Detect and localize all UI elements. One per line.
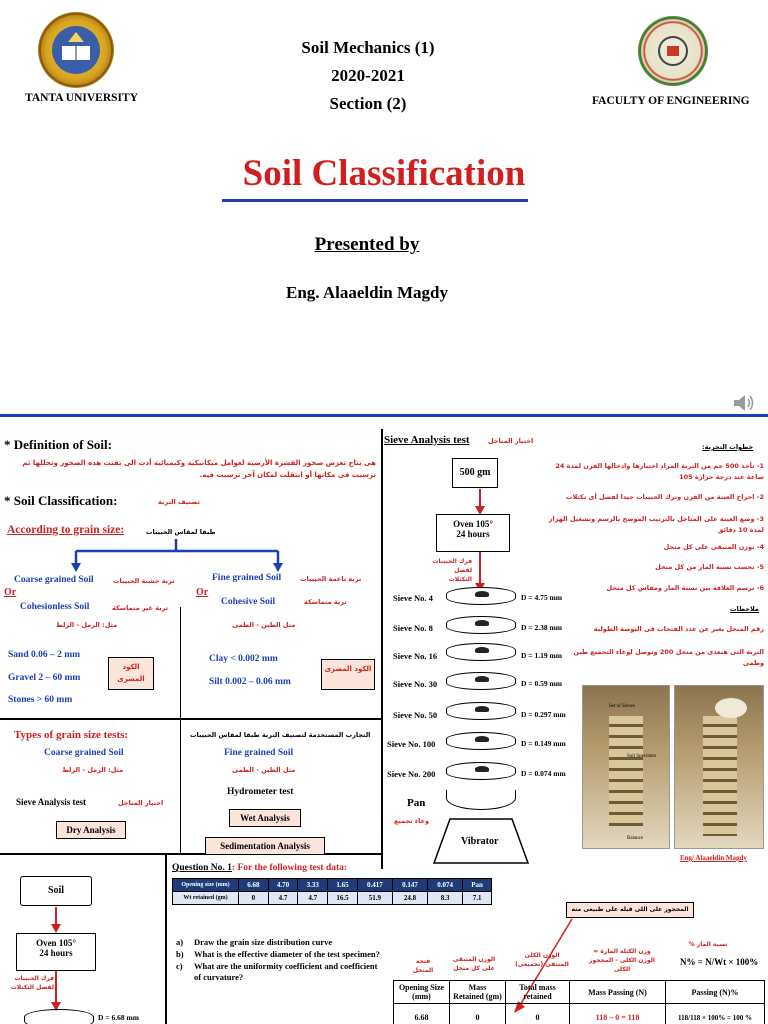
sieve-name-8: Sieve No. 8	[393, 623, 433, 633]
left-column-divider	[381, 429, 383, 869]
vibrator-label: Vibrator	[461, 836, 499, 847]
pan-arabic: وعاء تجميع	[394, 817, 430, 825]
faculty-of-engineering-logo	[638, 16, 708, 86]
sieve-stack-photo-2	[703, 716, 737, 836]
types-fine-soil: Fine grained Soil	[224, 748, 294, 758]
sedimentation-analysis-box: Sedimentation Analysis	[205, 837, 325, 855]
notes-title: ملاحظات	[730, 605, 759, 613]
classification-split-arrow	[70, 539, 290, 573]
oven-box: Oven 105° 24 hours	[436, 514, 510, 552]
col-ar-percent-passing: نسبة المار %	[688, 941, 728, 948]
sieve-diameter-30: D = 0.59 mm	[521, 679, 562, 688]
flow-arrow-1	[475, 489, 485, 515]
speaker-icon[interactable]	[731, 392, 757, 414]
sieve-name-50: Sieve No. 50	[393, 710, 438, 720]
soil-box: Soil	[20, 876, 92, 906]
sieve-diameter-200: D = 0.074 mm	[521, 769, 566, 778]
types-arabic: التجارب المستخدمة لتصنيف التربة طبقا لمقاس الحبيبات	[190, 731, 371, 739]
sieve-200	[446, 762, 516, 780]
tanta-university-logo	[38, 12, 114, 88]
question-item-c: c) What are the uniformity coefficient and coefficient of curvature?	[176, 961, 378, 982]
sieve-bottom-diameter: D = 6.68 mm	[98, 1013, 139, 1022]
hand-pouring	[715, 698, 747, 718]
weight-retained-row: Wt retained (gm) 0 4.7 4.7 16.5 51.9 24.8 8.3 7.1	[173, 892, 492, 905]
opening-size-row: Opening size (mm) 6.68 4.70 3.33 1.65 0.417 0.147 0.074 Pan	[173, 879, 492, 892]
col-ar-mass-passing: وزن الكتلة المارة = الوزن الكلى - المحجوز الكلى	[589, 948, 655, 973]
sieve-16	[446, 643, 516, 661]
cohesionless-soil: Cohesionless Soil	[20, 602, 90, 612]
photo-sieve-shaker	[674, 685, 764, 849]
definition-text: هى نتاج تعرض صخور القشرة الأرضية لعوامل ميكانيكية وكيميائية أدت الى تفتت هذه الصخور وتحللها ثم ترسبت فى مكانها أو انتقلت لمكان آخر ترسبت فيه.	[22, 459, 376, 479]
stones-range: Stones > 60 mm	[8, 695, 73, 705]
photo-set-of-sieves: Set of Sieves Soil Specimen Balance	[582, 685, 670, 849]
question-list	[176, 937, 384, 983]
according-heading: According to grain size:	[7, 524, 125, 536]
sieve-diameter-100: D = 0.149 mm	[521, 739, 566, 748]
presented-by-label: Presented by	[314, 234, 420, 255]
types-fine-arabic: مثل الطين - الطمى	[232, 766, 296, 774]
cohesive-soil: Cohesive Soil	[221, 597, 276, 607]
question-item-b: b) What is the effective diameter of the test specimen?	[176, 949, 380, 959]
silt-range: Silt 0.002 – 0.06 mm	[209, 677, 291, 687]
retained-callout: المحجوز على اللى قبله على طبيعى منه	[566, 902, 694, 918]
types-heading: Types of grain size tests:	[14, 729, 129, 741]
step-5: 5- نحسب نسبة المار من كل منخل	[655, 563, 764, 571]
gravel-range: Gravel 2 – 60 mm	[8, 673, 81, 683]
col-ar-total-retained: الوزن الكلى المتبقى (تجميعى)	[515, 952, 569, 968]
col-ar-opening: فتحة المنخل	[412, 958, 434, 974]
sieve-8	[446, 616, 516, 634]
separate-lumps-arabic-2: فرك الحبيبات لفصل التكتلات	[10, 975, 54, 991]
fine-grained-arabic: تربة ناعمة الحبيبات	[300, 575, 362, 583]
classification-center-divider	[180, 607, 181, 719]
according-arabic: طبقا لمقاس الحبيبات	[146, 528, 216, 536]
sieve-name-4: Sieve No. 4	[393, 593, 433, 603]
note-1: رقم المنخل يعبر عن عدد الفتحات فى البوصة الطولية	[593, 625, 764, 633]
pan	[446, 790, 516, 810]
or-label-fine: Or	[196, 587, 209, 598]
cohesionless-arabic: تربة غير متماسكة	[112, 604, 169, 612]
pan-label: Pan	[407, 797, 426, 809]
egyptian-code-box-2: الكود المصرى	[321, 659, 375, 690]
cohesive-arabic: تربة متماسكة	[304, 598, 347, 606]
flow-arrow-3	[51, 907, 61, 933]
sieve-analysis-heading-arabic: اختبار المناخل	[488, 437, 534, 445]
sieve-analysis-heading: Sieve Analysis test	[384, 434, 470, 446]
egyptian-code-box-1: الكود المصرى	[108, 657, 154, 690]
separate-lumps-arabic: فرك الحبيبات لفصل التكتلات	[432, 558, 472, 583]
sieve-name-16: Sieve No. 16	[393, 651, 438, 661]
question-label: Question No. 1: For the following test data:	[172, 863, 348, 873]
steps-title: خطوات التجربة:	[702, 443, 754, 451]
step-1: 1- نأخذ 500 جم من التربة المراد اختبارها وادخالها الفرن لمدة 24 ساعة عند درجة حرارة 105	[555, 462, 764, 481]
types-coarse-soil: Coarse grained Soil	[44, 748, 124, 758]
content-slide	[0, 414, 768, 1024]
sieve-name-100: Sieve No. 100	[387, 739, 436, 749]
title-slide	[0, 0, 768, 412]
sand-range: Sand 0.06 – 2 mm	[8, 650, 81, 660]
author-name: Eng. Alaaeldin Magdy	[285, 283, 448, 302]
results-table	[393, 980, 765, 1024]
sieve-4	[446, 587, 516, 605]
sieve-diameter-8: D = 2.38 mm	[521, 623, 562, 632]
section-number: Section (2)	[329, 94, 407, 113]
sieve-100	[446, 732, 516, 750]
question-data-table	[172, 878, 492, 905]
classification-arabic: تصنيف التربة	[158, 498, 200, 506]
flow-arrow-2	[475, 552, 485, 592]
types-coarse-arabic: مثل: الرمل - الزلط	[62, 766, 124, 774]
sieve-50	[446, 702, 516, 720]
step-4: 4- نوزن المتبقى على كل منخل	[663, 543, 764, 551]
step-6: 6- نرسم العلاقة بين نسبة المار ومقاس كل منخل	[606, 584, 764, 592]
fine-grained-soil: Fine grained Soil	[212, 573, 282, 583]
academic-year: 2020-2021	[331, 66, 405, 85]
sieve-diameter-16: D = 1.19 mm	[521, 651, 562, 660]
results-header-row: Opening Size (mm) Mass Retained (gm) Total mass retained Mass Passing (N) Passing (N)%	[394, 981, 765, 1004]
university-name: TANTA UNIVERSITY	[25, 92, 139, 104]
question-item-a: a) Draw the grain size distribution curve	[176, 937, 333, 947]
faculty-name: FACULTY OF ENGINEERING	[592, 95, 750, 107]
sieve-diameter-4: D = 4.75 mm	[521, 593, 562, 602]
sieve-diameter-50: D = 0.297 mm	[521, 710, 566, 719]
step-3: 3- وضع العينة على المناخل بالترتيب الموضح بالرسم وتشغيل الهزاز لمدة 10 دقائق	[548, 515, 764, 534]
title-underline	[222, 199, 528, 202]
sieve-30	[446, 672, 516, 690]
classification-heading: * Soil Classification:	[4, 493, 118, 508]
sieve-analysis-test-arabic: اختبار المناخل	[118, 799, 164, 807]
coarse-grained-arabic: تربة خشنة الحبيبات	[113, 577, 175, 585]
note-2: التربة التى هتعدى من منخل 200 وتوصل لوعاء التجميع طين وطمى	[573, 648, 764, 667]
sample-mass-box: 500 gm	[452, 458, 498, 488]
sieve-stack-photo	[609, 716, 643, 826]
clay-range: Clay < 0.002 mm	[209, 654, 278, 664]
fine-example-arabic: مثل الطين - الطمى	[232, 621, 296, 629]
bottom-divider	[0, 853, 383, 855]
coarse-example-arabic: مثل: الرمل - الزلط	[56, 621, 118, 629]
coarse-grained-soil: Coarse grained Soil	[14, 575, 94, 585]
signature: Eng/ Alaaeldin Magdy	[680, 854, 747, 862]
passing-formula: N% = N/Wt × 100%	[680, 957, 759, 967]
course-name: Soil Mechanics (1)	[301, 38, 435, 57]
types-center-divider	[180, 720, 181, 853]
sieve-stack	[446, 587, 518, 847]
col-ar-mass-retained: الوزن المتبقى على كل منخل	[452, 956, 496, 972]
sieve-bottom	[24, 1009, 94, 1024]
sieve-analysis-test-label: Sieve Analysis test	[16, 797, 87, 807]
presentation-title: Soil Classification	[242, 153, 526, 194]
bottom-column-divider	[165, 855, 167, 1024]
sieve-name-200: Sieve No. 200	[387, 769, 436, 779]
definition-heading: * Definition of Soil:	[4, 437, 112, 452]
dry-analysis-box: Dry Analysis	[56, 821, 126, 839]
results-row-1: 6.68 0 0 118 – 0 = 118 118/118 × 100% = 100 %	[394, 1004, 765, 1024]
hydrometer-test-label: Hydrometer test	[227, 787, 294, 797]
top-left-divider	[0, 718, 383, 720]
sieve-name-30: Sieve No. 30	[393, 679, 438, 689]
or-label-coarse: Or	[4, 587, 17, 598]
step-2: 2- اخراج العينة من الفرن وترك الحبيبات جيدا لفصل أى تكتلات	[565, 493, 764, 501]
oven-box-2: Oven 105° 24 hours	[16, 933, 96, 971]
wet-analysis-box: Wet Analysis	[229, 809, 301, 827]
